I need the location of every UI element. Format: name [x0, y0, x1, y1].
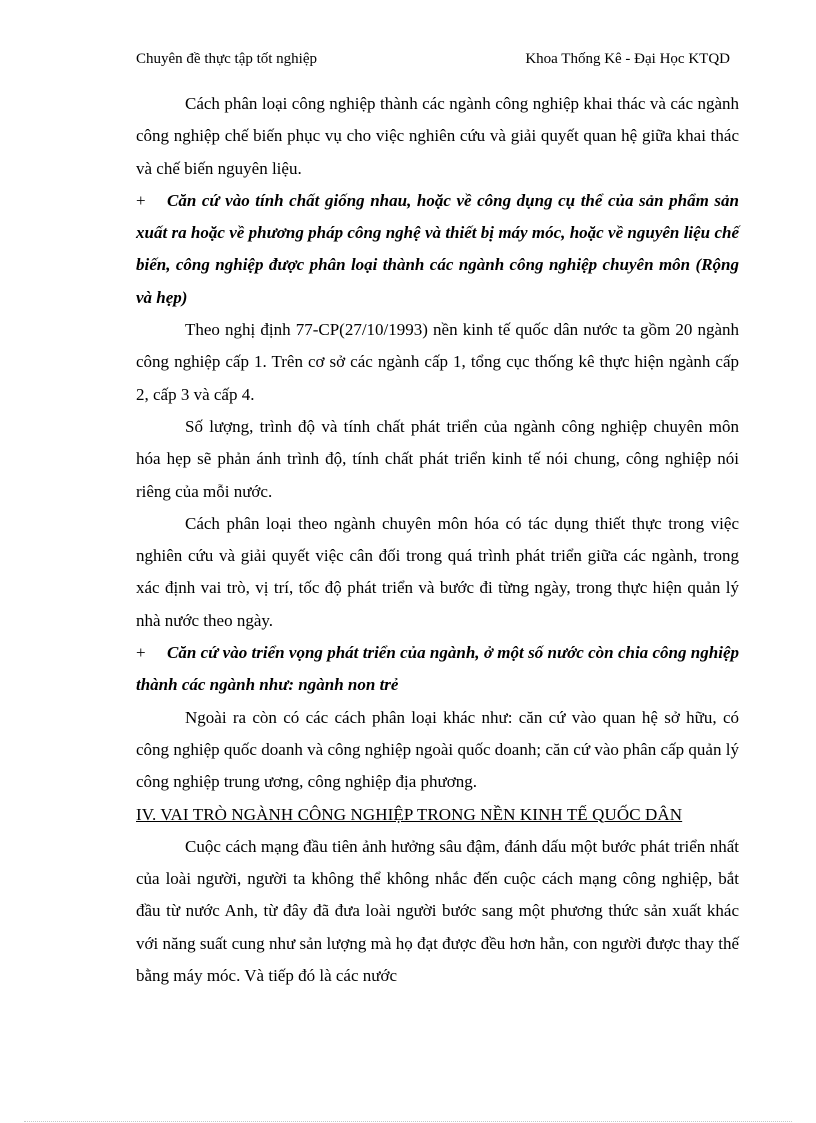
paragraph: Theo nghị định 77-CP(27/10/1993) nền kinh tế quốc dân nước ta gồm 20 ngành công nghiệp cấp 1. Trên cơ sở các ngành cấp 1, tổng cục thống kê thực hiện ngành cấp 2, cấp 3 và cấp 4. — [136, 320, 739, 404]
bullet-paragraph — [136, 637, 739, 702]
bullet-text: Căn cứ vào tính chất giống nhau, hoặc về công dụng cụ thể của sản phẩm sản xuất ra hoặc về phương pháp công nghệ và thiết bị máy móc, hoặc về nguyên liệu chế biến, công nghiệp được phân loại thành các ngành công nghiệp chuyên môn (Rộng và hẹp) — [136, 190, 739, 307]
bullet-paragraph — [136, 185, 739, 314]
section-heading: IV. VAI TRÒ NGÀNH CÔNG NGHIỆP TRONG NỀN KINH TẾ QUỐC DÂN — [136, 804, 683, 824]
page-header — [136, 47, 730, 71]
header-left-title: Chuyên đề thực tập tốt nghiệp — [136, 51, 318, 67]
document-body — [136, 88, 739, 992]
footer-divider — [24, 1121, 792, 1122]
bullet-mark: + — [136, 190, 146, 210]
header-right-title: Khoa Thống Kê - Đại Học KTQD — [525, 51, 730, 67]
paragraph: Cách phân loại theo ngành chuyên môn hóa có tác dụng thiết thực trong việc nghiên cứu và giải quyết việc cân đối trong quá trình phát triển giữa các ngành, trong xác định vai trò, vị trí, tốc độ phát triển và bước đi từng ngày, trong thực hiện quản lý nhà nước theo ngày. — [136, 513, 739, 630]
paragraph: Ngoài ra còn có các cách phân loại khác như: căn cứ vào quan hệ sở hữu, có công nghiệp quốc doanh và công nghiệp ngoài quốc doanh; căn cứ vào phân cấp quản lý công nghiệp trung ương, công nghiệp địa phương. — [136, 707, 739, 792]
bullet-mark: + — [136, 643, 146, 663]
bullet-text: Căn cứ vào triển vọng phát triển của ngành, ở một số nước còn chia công nghiệp thành các ngành như: ngành non trẻ — [136, 643, 739, 695]
paragraph: Cuộc cách mạng đầu tiên ảnh hưởng sâu đậm, đánh dấu một bước phát triển nhất của loài người, người ta không thể không nhắc đến cuộc cách mạng công nghiệp, bắt đầu từ nước Anh, từ đây đã đưa loài người bước sang một phương thức sản xuất khác với năng suất cung như sản lượng mà họ đạt được đều hơn hẳn, con người được thay thế bằng máy móc. Và tiếp đó là các nước — [136, 836, 739, 986]
paragraph: Cách phân loại công nghiệp thành các ngành công nghiệp khai thác và các ngành công nghiệp chế biến phục vụ cho việc nghiên cứu và giải quyết quan hệ giữa khai thác và chế biến nguyên liệu. — [136, 94, 739, 178]
paragraph: Số lượng, trình độ và tính chất phát triển của ngành công nghiệp chuyên môn hóa hẹp sẽ phản ánh trình độ, tính chất phát triển kinh tế nói chung, công nghiệp nói riêng của mỗi nước. — [136, 416, 739, 501]
